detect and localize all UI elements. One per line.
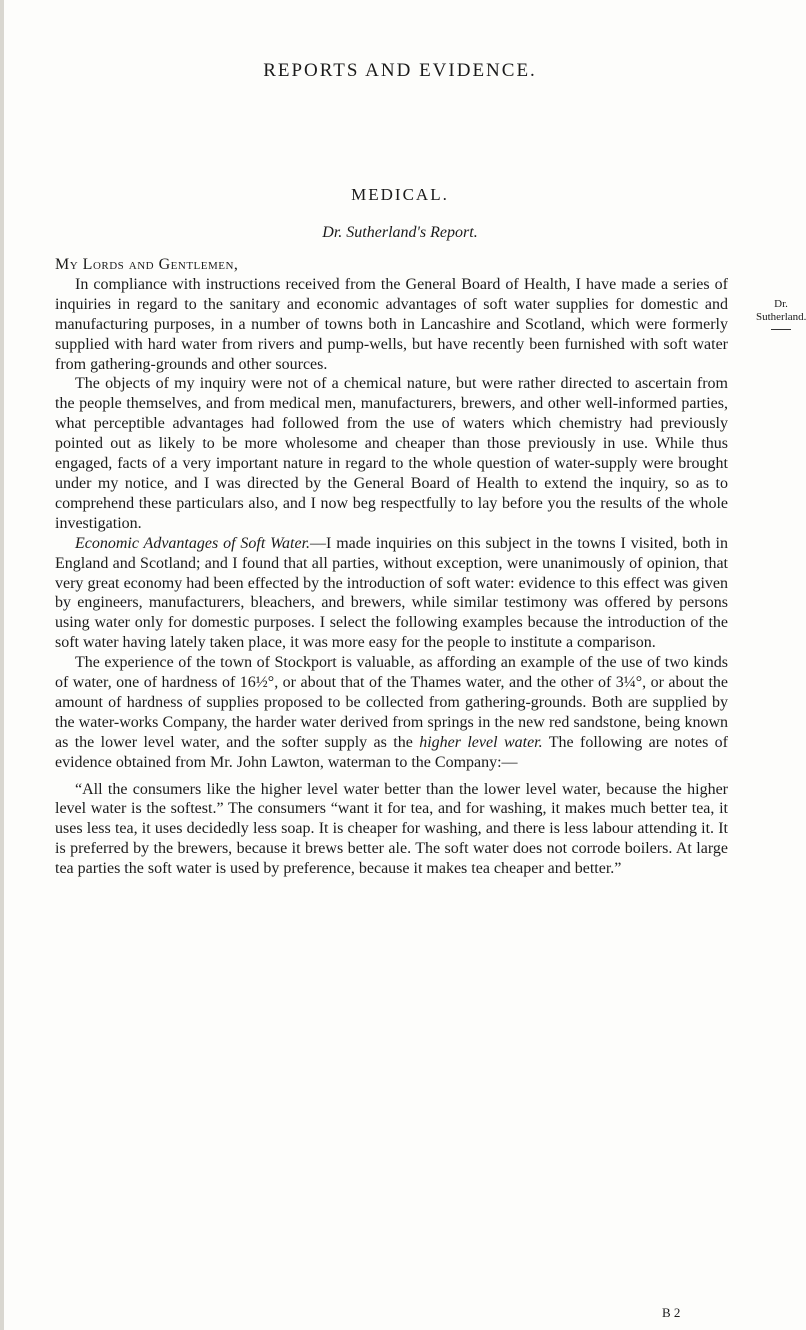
paragraph-1: In compliance with instructions received from the General Board of Health, I have made a series of inquiries in regard to the sanitary and economic advantages of soft water supplies for domestic and manufacturing purposes, in a number of towns both in Lancashire and Scotland, which were formerly supplied with hard water from rivers and pump-wells, but have recently been furnished with soft water from gathering-grounds and other sources. [55,275,728,373]
margin-note-line2: Sutherland. [756,311,806,323]
margin-note [756,298,806,330]
paragraph-3 [55,534,728,653]
paragraph-4-italic: higher level water. [419,733,543,751]
paragraph-3-heading: Economic Advantages of Soft Water. [75,534,311,552]
signature-mark: B 2 [662,1305,681,1320]
margin-note-rule [771,329,791,330]
margin-note-line1: Dr. [774,298,788,310]
running-head: REPORTS AND EVIDENCE. [263,60,537,81]
paragraph-2: The objects of my inquiry were not of a chemical nature, but were rather directed to ascertain from the people themselves, and from medical men, manufacturers, brewers, and other well-informed parties, what perceptible advantages had followed from the use of waters which chemistry had previously pointed out as likely to be more wholesome and cheaper than those previously in use. While thus engaged, facts of a very important nature in regard to the whole question of water-supply were brought under my notice, and I was directed by the General Board of Health to extend the inquiry, so as to comprehend these particulars also, and I now beg respectfully to lay before you the results of the whole investigation. [55,375,728,532]
salutation: My Lords and Gentlemen, [55,256,239,273]
paragraph-4 [55,653,728,772]
section-title: MEDICAL. [351,185,449,204]
paragraph-4-text-b: The following are notes of evidence obtained from Mr. John Lawton, waterman to the Company:— [55,733,729,771]
report-title: Dr. Sutherland's Report. [322,224,478,241]
paragraph-3-text: —I made inquiries on this subject in the towns I visited, both in England and Scotland; and I found that all parties, without exception, were unanimously of opinion, that very great economy had been effected by the introduction of soft water: evidence to this effect was given by engineers, manufacturers, bleachers, and brewers, while similar testimony was offered by persons using water only for domestic purposes. I select the following examples because the introduction of the soft water having lately taken place, it was more easy for the people to institute a comparison. [55,534,729,652]
body-text [55,255,728,879]
paragraph-4-text-a: The experience of the town of Stockport is valuable, as affording an example of the use of two kinds of water, one of hardness of 16½°, or about that of the Thames water, and the other of 3¼°, or about the amount of hardness of supplies proposed to be collected from gathering-grounds. Both are supplied by the water-works Company, the harder water derived from springs in the new red sandstone, being known as the lower level water, and the softer supply as the [55,654,728,751]
evidence-quote: “All the consumers like the higher level water better than the lower level water, because the higher level water is the softest.” The consumers “want it for tea, and for washing, it makes much better tea, it uses less tea, it uses decidedly less soap. It is cheaper for washing, and there is less labour attending it. It is preferred by the brewers, because it brews better ale. The soft water does not corrode boilers. At large tea parties the soft water is used by preference, because it makes tea cheaper and better.” [55,780,728,878]
